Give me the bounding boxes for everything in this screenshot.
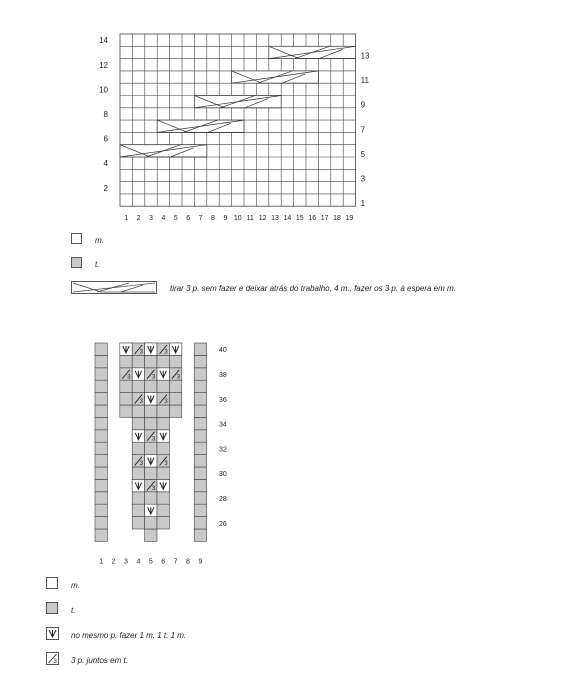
stitch-cell: [145, 417, 157, 429]
decrease-number: 3: [139, 349, 143, 356]
col-label: 2: [111, 558, 116, 566]
col-label: 12: [258, 215, 267, 223]
row-label: 40: [219, 347, 227, 355]
col-label: 4: [136, 558, 141, 566]
row-label: 6: [103, 134, 108, 144]
stitch-cell: [95, 455, 107, 467]
stitch-cell: [194, 455, 206, 467]
stitch-cell: [145, 492, 157, 504]
col-label: 1: [124, 215, 129, 223]
legend2-knit-swatch: [46, 577, 58, 589]
stitch-cell: [157, 380, 169, 392]
stitch-cell: [132, 417, 144, 429]
col-label: 1: [99, 558, 104, 566]
stitch-cell: [95, 492, 107, 504]
stitch-cell: [132, 467, 144, 479]
stitch-cell: [95, 479, 107, 491]
decrease-number: 3: [164, 461, 168, 468]
stitch-cell: [120, 405, 132, 417]
col-label: 5: [148, 558, 153, 566]
increase-icon: [46, 627, 59, 640]
row-label: 14: [99, 36, 108, 46]
legend2-purl-swatch: [46, 602, 58, 614]
stitch-cell: [169, 405, 181, 417]
legend2-inc-label: no mesmo p. fazer 1 m. 1 t. 1 m.: [71, 631, 187, 640]
decrease-icon: [46, 652, 59, 665]
stitch-cell: [194, 467, 206, 479]
stitch-cell: [194, 529, 206, 541]
stitch-cell: [95, 343, 107, 355]
stitch-cell: [145, 529, 157, 541]
row-label: 8: [103, 109, 108, 119]
decrease-number: 3: [164, 349, 168, 356]
stitch-cell: [169, 380, 181, 392]
decrease-number: 3: [164, 399, 168, 406]
stitch-cell: [194, 492, 206, 504]
legend2-knit-label: m.: [71, 581, 80, 590]
stitch-cell: [95, 405, 107, 417]
stitch-cell: [95, 380, 107, 392]
legend2-purl-label: t.: [71, 606, 76, 615]
col-label: 3: [149, 215, 153, 223]
col-label: 2: [136, 215, 141, 223]
stitch-cell: [157, 504, 169, 516]
stitch-cell: [145, 467, 157, 479]
stitch-cell: [145, 380, 157, 392]
stitch-cell: [145, 355, 157, 367]
stitch-cell: [132, 442, 144, 454]
stitch-cell: [157, 492, 169, 504]
decrease-number: 3: [152, 486, 156, 492]
col-label: 11: [246, 215, 254, 223]
col-label: 3: [124, 558, 128, 566]
row-label: 5: [360, 149, 366, 159]
legend-knit-swatch: [71, 233, 82, 244]
stitch-cell: [120, 393, 132, 405]
row-label: 34: [219, 421, 227, 429]
row-label: 3: [360, 174, 366, 184]
stitch-cell: [194, 479, 206, 491]
decrease-number: 3: [176, 374, 181, 381]
stitch-cell: [194, 368, 206, 380]
stitch-cell: [145, 517, 157, 529]
stitch-cell: [132, 380, 144, 392]
legend-cable-label: tirar 3 p. sem fazer e deixar atrás do trabalho, 4 m., fazer os 3 p. à espera em m.: [170, 284, 456, 293]
stitch-cell: [132, 355, 144, 367]
svg-text:3: 3: [53, 659, 57, 665]
row-label: 9: [360, 100, 366, 110]
legend-purl-label: t.: [95, 260, 100, 269]
stitch-cell: [95, 442, 107, 454]
decrease-number: 3: [152, 436, 156, 443]
stitch-cell: [194, 405, 206, 417]
stitch-chart: [95, 343, 227, 565]
col-label: 19: [345, 215, 354, 223]
stitch-cell: [194, 417, 206, 429]
col-label: 9: [198, 558, 203, 566]
row-label: 28: [219, 496, 227, 503]
col-label: 13: [271, 215, 279, 223]
stitch-cell: [194, 393, 206, 405]
stitch-cell: [169, 355, 181, 367]
stitch-cell: [95, 368, 107, 380]
stitch-cell: [194, 355, 206, 367]
row-label: 1: [360, 199, 366, 209]
col-label: 7: [198, 215, 203, 223]
col-label: 9: [223, 215, 228, 223]
row-label: 10: [99, 85, 108, 95]
col-label: 7: [173, 558, 178, 566]
stitch-cell: [95, 393, 107, 405]
stitch-cell: [194, 504, 206, 516]
col-label: 5: [173, 215, 178, 223]
stitch-cell: [157, 442, 169, 454]
stitch-cell: [157, 417, 169, 429]
col-label: 17: [320, 215, 329, 223]
row-label: 13: [360, 51, 370, 61]
stitch-cell: [145, 405, 157, 417]
col-label: 8: [211, 215, 215, 223]
col-label: 16: [308, 215, 317, 223]
col-label: 14: [283, 215, 292, 223]
stitch-cell: [132, 492, 144, 504]
decrease-number: 3: [139, 461, 143, 468]
row-label: 11: [360, 76, 369, 86]
row-label: 2: [103, 183, 108, 193]
stitch-cell: [95, 529, 107, 541]
row-label: 32: [219, 446, 227, 454]
col-label: 15: [295, 215, 304, 223]
decrease-number: 3: [127, 374, 131, 381]
row-label: 12: [99, 60, 108, 70]
stitch-cell: [194, 380, 206, 392]
stitch-cell: [194, 517, 206, 529]
stitch-cell: [157, 405, 169, 417]
col-label: 8: [186, 558, 190, 566]
decrease-number: 3: [139, 399, 143, 406]
stitch-cell: [132, 517, 144, 529]
row-label: 26: [219, 520, 227, 528]
row-label: 7: [360, 125, 366, 135]
stitch-cell: [194, 442, 206, 454]
stitch-cell: [157, 517, 169, 529]
stitch-cell: [95, 467, 107, 479]
stitch-cell: [194, 430, 206, 442]
stitch-cell: [132, 405, 144, 417]
stitch-cell: [120, 355, 132, 367]
legend-knit-label: m.: [95, 236, 104, 245]
col-label: 6: [186, 215, 191, 223]
row-label: 36: [219, 396, 227, 404]
cable-chart: [99, 34, 370, 222]
decrease-number: 3: [152, 374, 156, 381]
stitch-cell: [95, 355, 107, 367]
stitch-cell: [169, 393, 181, 405]
row-label: 4: [103, 159, 108, 169]
legend2-dec-label: 3 p. juntos em t.: [71, 656, 128, 665]
col-label: 4: [161, 215, 166, 223]
stitch-cell: [95, 417, 107, 429]
stitch-cell: [145, 442, 157, 454]
legend-purl-swatch: [71, 257, 82, 268]
row-label: 38: [219, 372, 227, 379]
stitch-cell: [132, 504, 144, 516]
stitch-cell: [95, 430, 107, 442]
stitch-cell: [194, 343, 206, 355]
stitch-cell: [95, 504, 107, 516]
stitch-cell: [120, 380, 132, 392]
col-label: 6: [161, 558, 166, 566]
row-label: 30: [219, 471, 227, 479]
stitch-cell: [157, 467, 169, 479]
col-label: 10: [233, 215, 242, 223]
stitch-cell: [157, 355, 169, 367]
legend-cable-swatch: [71, 281, 157, 294]
stitch-cell: [95, 517, 107, 529]
col-label: 18: [333, 215, 341, 223]
